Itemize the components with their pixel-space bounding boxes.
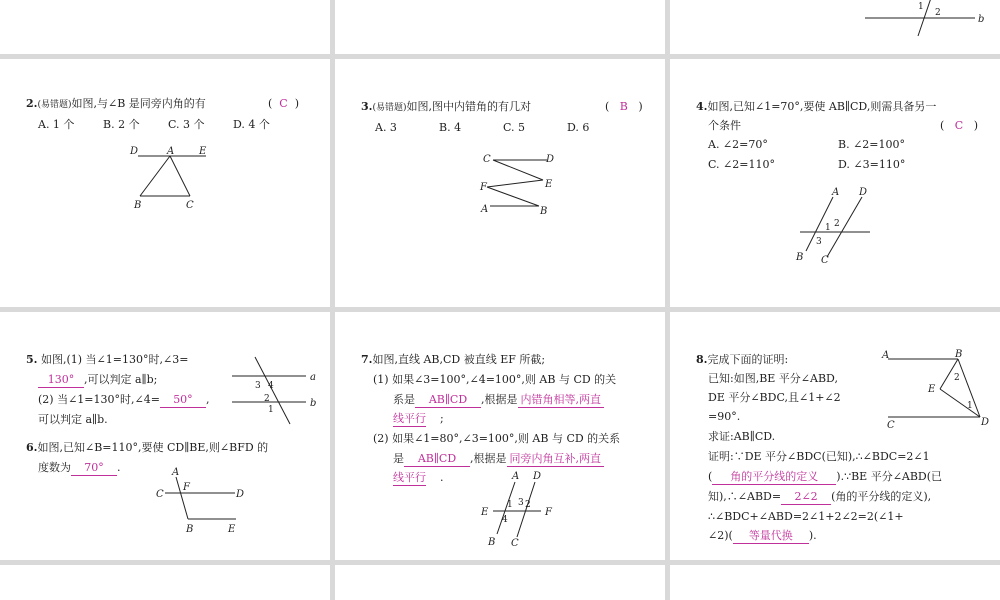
q5-line4: 可以判定 a∥b.	[38, 413, 108, 426]
q7-line1: 7.如图,直线 AB,CD 被直线 EF 所截;	[361, 353, 546, 366]
q5-num-4: 4	[268, 381, 274, 391]
q3-answer-paren: ( B )	[605, 100, 643, 113]
tile-bottom-left	[0, 565, 330, 600]
q4-option-d: D. ∠3=110°	[838, 158, 906, 171]
q7-p2-blank2b: 线平行	[393, 471, 426, 484]
q6-label-E: E	[228, 524, 236, 535]
top-figure	[670, 0, 1000, 54]
tile-q2	[0, 59, 330, 307]
q7-label-C: C	[511, 538, 519, 549]
q3-option-d: D. 6	[567, 121, 590, 134]
q7-figure	[335, 312, 665, 560]
q2-option-b: B. 2 个	[103, 118, 140, 131]
q4-label-A: A	[832, 187, 840, 198]
q2-label-A: A	[167, 146, 175, 157]
q2-option-d: D. 4 个	[233, 118, 270, 131]
q5-blank2: 50°	[160, 392, 206, 408]
q7-label-E: E	[481, 507, 489, 518]
q4-answer-paren: ( C )	[940, 119, 979, 132]
q5-blank1: 130°	[38, 372, 84, 388]
q7-num-3: 3	[518, 498, 524, 508]
q6-label-A: A	[172, 467, 180, 478]
q4-option-a: A. ∠2=70°	[708, 138, 768, 151]
top-fig-label-b: b	[978, 14, 985, 25]
q8-line10: ∠2)( 等量代换 ).	[708, 529, 817, 542]
q8-blank3: 等量代换	[733, 528, 809, 544]
tile-q8	[670, 312, 1000, 560]
q4-answer: C	[954, 119, 964, 132]
q7-p1b: 系是 AB∥CD ,根据是 内错角相等,两直	[393, 392, 604, 408]
q4-num-1: 1	[825, 223, 831, 233]
q2-label-B: B	[134, 200, 142, 211]
q2-label-D: D	[130, 146, 139, 157]
q8-label-C: C	[887, 420, 895, 431]
q7-num-4: 4	[502, 515, 508, 525]
q7-p2-blank2a: 同旁内角互补,两直	[507, 451, 605, 467]
q7-p1a: (1) 如果∠3=100°,∠4=100°,则 AB 与 CD 的关	[373, 373, 617, 386]
q2-figure	[0, 59, 330, 307]
q3-label-F: F	[480, 182, 487, 193]
q6-label-B: B	[186, 524, 194, 535]
q8-num-1: 1	[967, 401, 973, 411]
q3-label-A: A	[481, 204, 489, 215]
q3-label-D: D	[546, 154, 555, 165]
q2-answer: C	[279, 97, 288, 110]
tile-top-middle	[335, 0, 665, 54]
q6-line1: 6.如图,已知∠B=110°,要使 CD∥BE,则∠BFD 的	[26, 441, 269, 454]
q8-label-B: B	[955, 349, 963, 360]
q3-answer: B	[619, 100, 628, 113]
tile-bottom-middle	[335, 565, 665, 600]
q4-label-B: B	[796, 252, 804, 263]
q2-option-a: A. 1 个	[38, 118, 75, 131]
q7-p2-blank1: AB∥CD	[404, 451, 470, 467]
q8-label-E: E	[928, 384, 936, 395]
tile-q5-q6	[0, 312, 330, 560]
q8-line3: DE 平分∠BDC,且∠1+∠2	[708, 391, 841, 404]
q5-num-3: 3	[255, 381, 261, 391]
q4-num-2: 2	[834, 219, 840, 229]
q2-label-E: E	[199, 146, 207, 157]
q7-p2b: 是 AB∥CD ,根据是 同旁内角互补,两直	[393, 451, 604, 467]
q6-label-D: D	[236, 489, 245, 500]
q5-num-1: 1	[268, 405, 274, 415]
tile-q4	[670, 59, 1000, 307]
q8-line6: 证明:∵DE 平分∠BDC(已知),∴∠BDC=2∠1	[708, 450, 930, 463]
q4-figure	[670, 59, 1000, 307]
q8-figure	[670, 312, 1000, 560]
q5-line3: (2) 当∠1=130°时,∠4= 50° ,	[38, 393, 210, 406]
q8-line5: 求证:AB∥CD.	[708, 430, 776, 443]
q4-stem-line1: 4.如图,已知∠1=70°,要使 AB∥CD,则需具备另一	[696, 100, 937, 113]
q8-line4: =90°.	[708, 410, 741, 423]
q2-label-C: C	[186, 200, 194, 211]
q8-line1: 8.完成下面的证明:	[696, 353, 789, 366]
q8-line2: 已知:如图,BE 平分∠ABD,	[708, 372, 838, 385]
q4-option-c: C. ∠2=110°	[708, 158, 775, 171]
q7-p1e: 线平行 ;	[393, 412, 444, 425]
q7-label-F: F	[545, 507, 552, 518]
q8-blank2: 2∠2	[781, 489, 831, 505]
q7-p2e: 线平行 .	[393, 471, 444, 484]
q3-option-c: C. 5	[503, 121, 526, 134]
q8-line9: ∴∠BDC+∠ABD=2∠1+2∠2=2(∠1+	[708, 510, 904, 523]
q7-label-B: B	[488, 537, 496, 548]
q5-label-b: b	[310, 398, 317, 409]
q8-label-A: A	[882, 350, 890, 361]
q6-label-C: C	[156, 489, 164, 500]
q6-label-F: F	[183, 482, 190, 493]
q6-line2: 度数为 70° .	[38, 461, 121, 474]
q3-figure	[335, 59, 665, 307]
q8-label-D: D	[981, 417, 990, 428]
q7-p1-blank2b: 线平行	[393, 412, 426, 425]
q3-option-a: A. 3	[375, 121, 397, 134]
q3-stem: 3.(易错题)如图,图中内错角的有几对	[361, 100, 532, 113]
tile-bottom-right	[670, 565, 1000, 600]
q4-stem-line2: 个条件	[708, 119, 741, 132]
q2-answer-paren: ( C )	[268, 97, 300, 110]
q7-label-D: D	[533, 471, 542, 482]
q7-label-A: A	[512, 471, 520, 482]
q4-label-C: C	[821, 255, 829, 266]
top-fig-num-1: 1	[918, 2, 924, 12]
q5-line2: 130° ,可以判定 a∥b;	[38, 372, 157, 388]
q4-num-3: 3	[816, 237, 822, 247]
q7-p1-blank1: AB∥CD	[415, 392, 481, 408]
tile-q3	[335, 59, 665, 307]
q3-label-C: C	[483, 154, 491, 165]
q2-stem: 2.(易错题)如图,与∠B 是同旁内角的有	[26, 97, 206, 110]
q8-blank1: 角的平分线的定义	[712, 469, 836, 485]
q6-blank: 70°	[71, 460, 117, 476]
q8-line8: 知),∴∠ABD= 2∠2 (角的平分线的定义),	[708, 490, 932, 503]
tile-top-right	[670, 0, 1000, 54]
tile-top-left	[0, 0, 330, 54]
q7-num-1: 1	[507, 500, 513, 510]
q5-line1: 5. 如图,(1) 当∠1=130°时,∠3=	[26, 353, 189, 366]
q7-p2a: (2) 如果∠1=80°,∠3=100°,则 AB 与 CD 的关系	[373, 432, 621, 445]
q3-option-b: B. 4	[439, 121, 462, 134]
q4-label-D: D	[859, 187, 868, 198]
q4-option-b: B. ∠2=100°	[838, 138, 906, 151]
q5-num-2: 2	[264, 394, 270, 404]
q3-label-E: E	[545, 179, 553, 190]
top-fig-num-2: 2	[935, 8, 941, 18]
q3-label-B: B	[540, 206, 548, 217]
tile-q7	[335, 312, 665, 560]
q8-num-2: 2	[954, 373, 960, 383]
q2-option-c: C. 3 个	[168, 118, 205, 131]
q8-line7: ( 角的平分线的定义 ).∵BE 平分∠ABD(已	[708, 470, 943, 483]
q7-p1-blank2a: 内错角相等,两直	[518, 392, 605, 408]
q7-num-2: 2	[525, 500, 531, 510]
q5-label-a: a	[310, 372, 316, 383]
q6-figure	[0, 312, 330, 560]
